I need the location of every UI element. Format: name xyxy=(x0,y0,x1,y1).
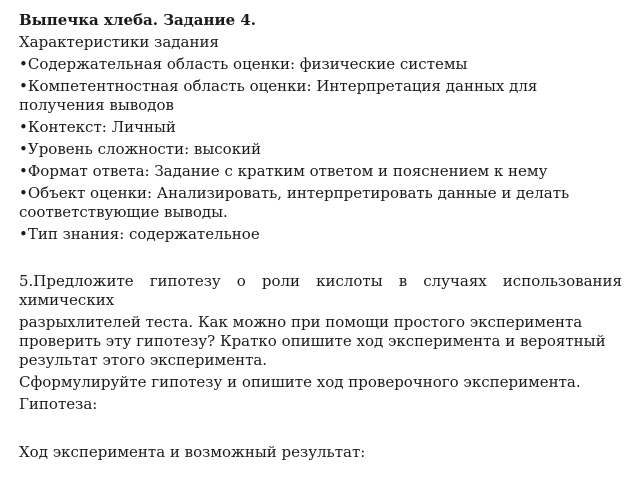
list-item xyxy=(19,118,622,137)
section-spacer xyxy=(19,247,622,272)
list-item xyxy=(19,55,622,74)
experiment-label: Ход эксперимента и возможный результат: xyxy=(19,443,366,461)
bullet-icon: • xyxy=(19,55,28,73)
list-item xyxy=(19,162,622,181)
characteristics-heading: Характеристики задания xyxy=(19,33,219,51)
characteristic-text: Объект оценки: Анализировать, интерпретировать данные и делать соответствующие выводы. xyxy=(19,184,570,221)
characteristic-text: Формат ответа: Задание с кратким ответом и пояснением к нему xyxy=(27,162,548,180)
list-item xyxy=(19,184,622,222)
bullet-icon: • xyxy=(19,77,28,95)
bullet-icon: • xyxy=(19,162,28,180)
characteristic-text: Тип знания: содержательное xyxy=(27,225,260,243)
question-text-line1: 5.Предложите гипотезу о роли кислоты в случаях использования химических xyxy=(19,272,622,309)
list-item xyxy=(19,140,622,159)
bullet-icon: • xyxy=(19,225,28,243)
characteristics-list xyxy=(19,55,622,244)
characteristic-text: Контекст: Личный xyxy=(27,118,176,136)
bullet-icon: • xyxy=(19,140,28,158)
list-item xyxy=(19,77,622,115)
question-instruction: Сформулируйте гипотезу и опишите ход проверочного эксперимента. xyxy=(19,373,581,391)
bullet-icon: • xyxy=(19,184,28,202)
characteristic-text: Компетентностная область оценки: Интерпретация данных для получения выводов xyxy=(19,77,538,114)
characteristic-text: Уровень сложности: высокий xyxy=(27,140,262,158)
hypothesis-label: Гипотеза: xyxy=(19,395,98,413)
hypothesis-answer-space xyxy=(19,417,622,443)
bullet-icon: • xyxy=(19,118,28,136)
question-text-line2: разрыхлителей теста. Как можно при помощи простого эксперимента проверить эту гипотезу? Кратко опишите ход эксперимента и вероятный результат этого эксперимента. xyxy=(19,313,606,369)
characteristic-text: Содержательная область оценки: физические системы xyxy=(27,55,468,73)
list-item xyxy=(19,225,622,244)
document-title: Выпечка хлеба. Задание 4. xyxy=(19,11,257,29)
